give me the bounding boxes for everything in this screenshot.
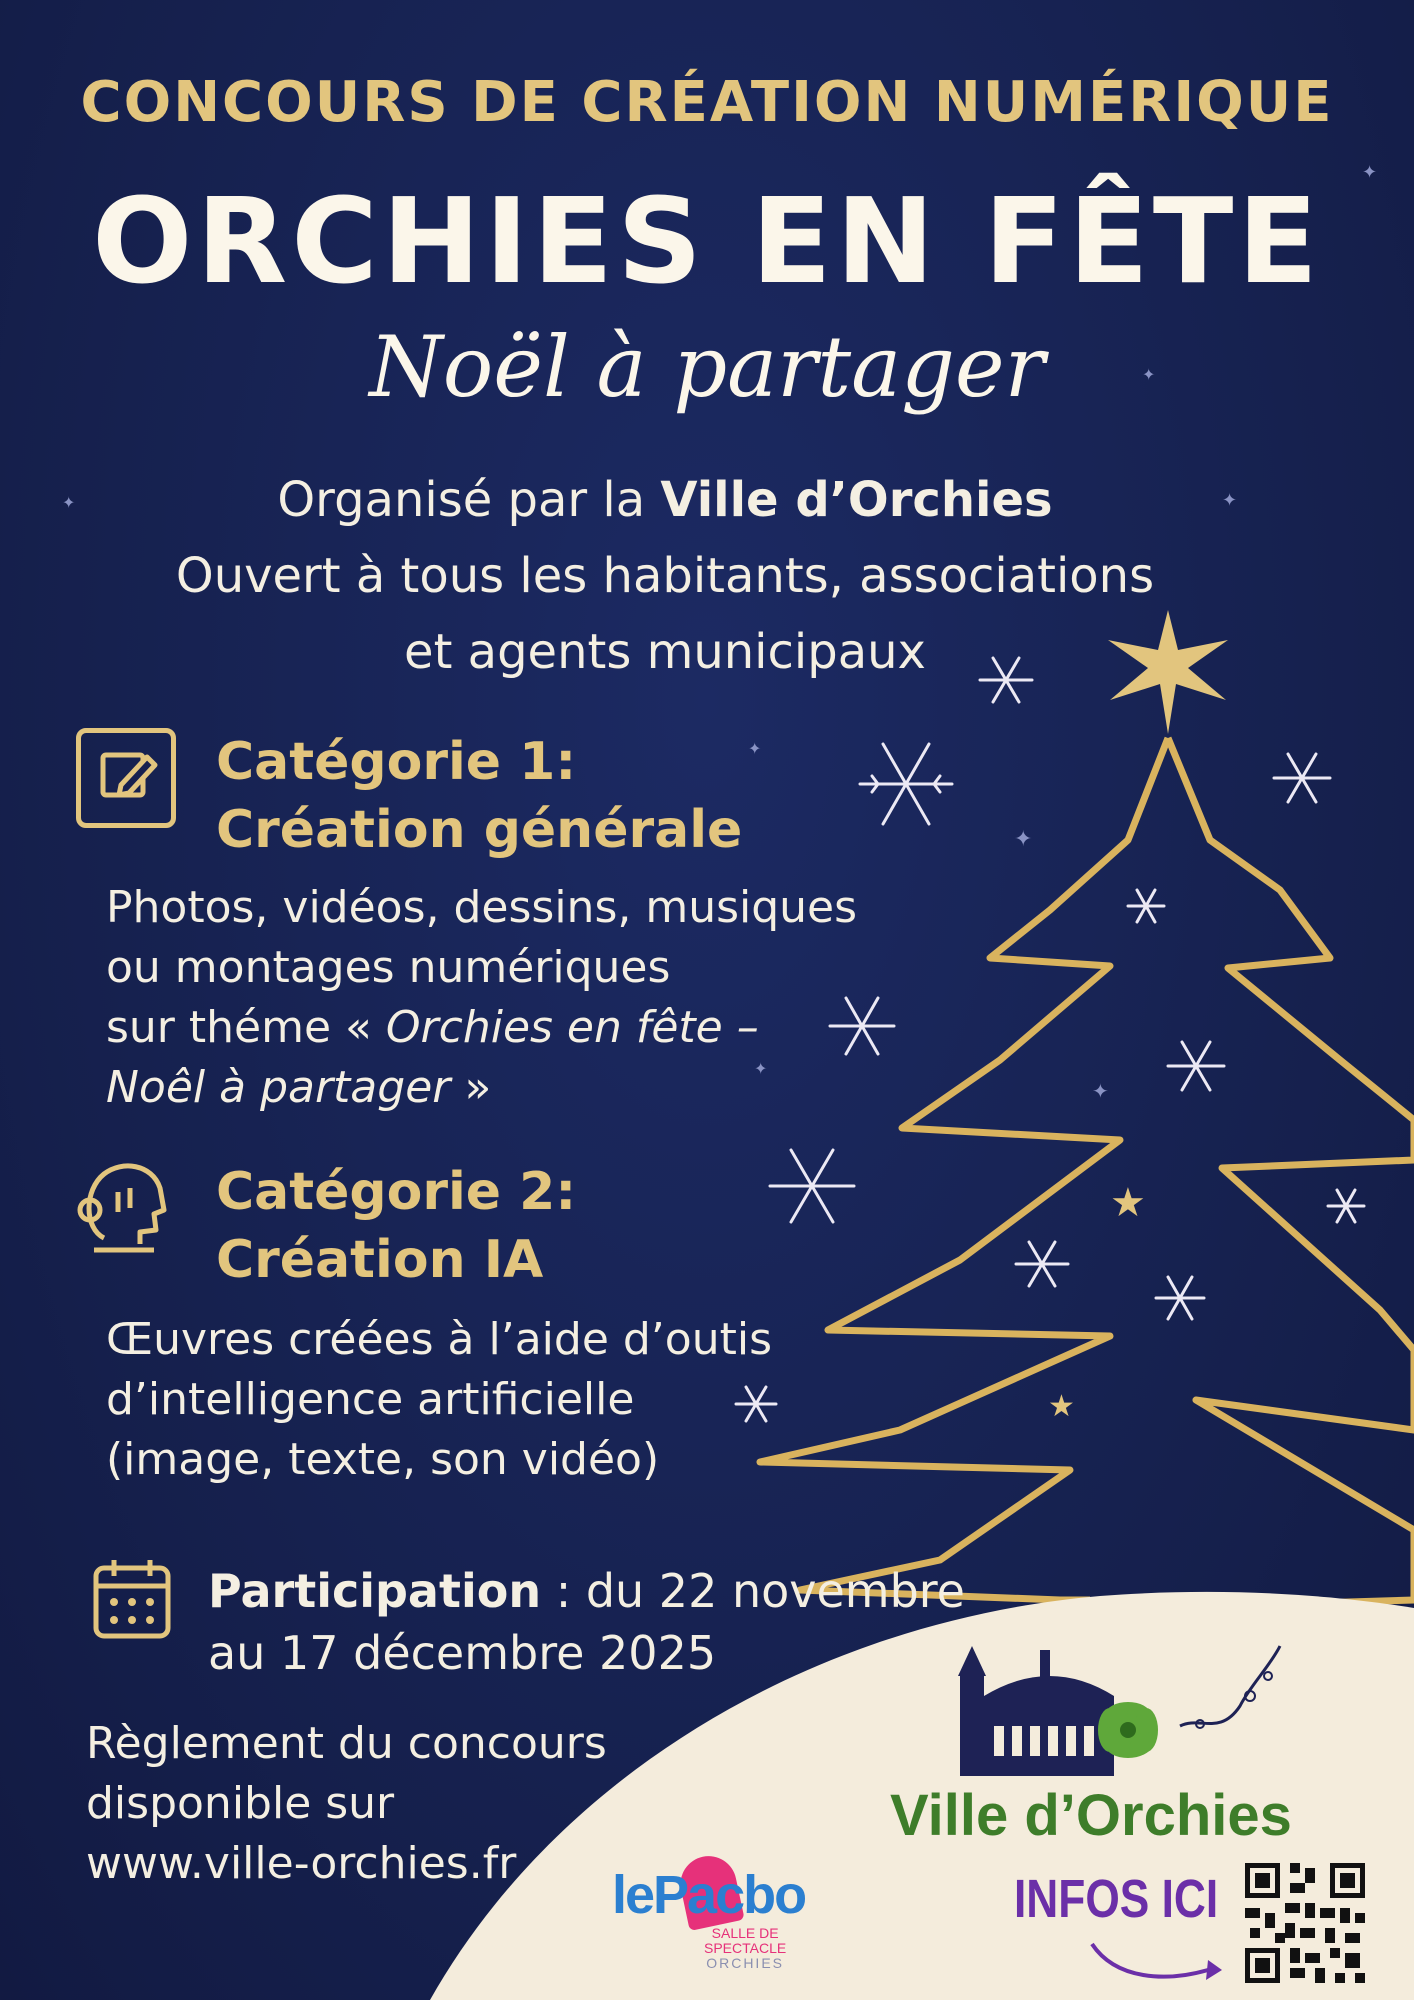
snowflake-icon: [860, 744, 952, 824]
pacbo-sub-line: ORCHIES: [706, 1955, 784, 1971]
tiny-star: ✦: [754, 1059, 768, 1078]
pacbo-subtitle: [704, 1926, 786, 1971]
category-2-description: [106, 1310, 772, 1490]
tiny-star: ✦: [748, 739, 762, 758]
category-2-desc-line: d’intelligence artificielle: [106, 1374, 635, 1425]
category-1-number: Catégorie 1:: [216, 732, 577, 792]
snowflake-icon: [1156, 1277, 1204, 1319]
participation-line-1: [208, 1560, 965, 1622]
desc-text: sur théme «: [106, 1002, 386, 1053]
snowflake-icon: [1016, 1242, 1068, 1286]
category-2-desc-line: (image, texte, son vidéo): [106, 1434, 660, 1485]
edit-square-icon: [76, 728, 176, 828]
organizer-name: Ville d’Orchies: [660, 472, 1053, 528]
calendar-icon: [92, 1556, 172, 1640]
category-1-desc-line: Photos, vidéos, dessins, musiques: [106, 882, 858, 933]
qr-code[interactable]: [1240, 1858, 1370, 1988]
organizer-block: [0, 462, 1330, 690]
category-1-title: [216, 728, 742, 864]
pacbo-logo: [612, 1856, 812, 1976]
gold-star: ★: [1048, 1389, 1075, 1424]
organizer-prefix: Organisé par la: [277, 472, 661, 528]
rules-block: [86, 1714, 607, 1894]
gold-star: ★: [1110, 1180, 1146, 1226]
rules-line: disponible sur: [86, 1778, 395, 1829]
eligibility-line-1: Ouvert à tous les habitants, associations: [175, 548, 1155, 604]
city-name-text: Ville d’Orchies: [890, 1783, 1292, 1848]
category-1-description: [106, 878, 857, 1118]
tiny-star: ✦: [1222, 490, 1238, 511]
participation-end: au 17 décembre 2025: [208, 1626, 717, 1680]
participation-label: Participation: [208, 1564, 542, 1618]
pacbo-sub-line: SPECTACLE: [704, 1940, 787, 1956]
snowflake-icon: [1274, 754, 1330, 802]
category-2-number: Catégorie 2:: [216, 1162, 577, 1222]
arrow-right-icon: [1086, 1930, 1226, 1990]
snowflake-icon: [1168, 1042, 1224, 1090]
snowflake-icon: [770, 1150, 854, 1222]
organizer-line: [0, 462, 1330, 538]
snowflake-icon: [1328, 1190, 1364, 1222]
tiny-star: ✦: [1092, 1079, 1109, 1103]
ai-head-icon: [74, 1150, 174, 1260]
category-1-desc-line: ou montages numériques: [106, 942, 671, 993]
tree-outline: [760, 738, 1414, 1612]
infos-label: INFOS ICI: [1014, 1869, 1219, 1929]
tiny-star: ✦: [1362, 162, 1378, 183]
participation-dates: [208, 1560, 965, 1684]
rules-line: Règlement du concours: [86, 1718, 607, 1769]
tiny-star: ✦: [1014, 827, 1033, 852]
desc-text: »: [450, 1062, 492, 1113]
category-2-desc-line: Œuvres créées à l’aide d’outis: [106, 1314, 772, 1365]
gold-stars: [1048, 1180, 1146, 1424]
tiny-star: ✦: [1142, 365, 1156, 384]
tiny-star: ✦: [62, 493, 76, 512]
city-hall-logo: [950, 1636, 1300, 1776]
rules-website-link[interactable]: www.ville-orchies.fr: [86, 1838, 517, 1889]
pacbo-wordmark: lePacbo: [612, 1865, 806, 1925]
city-name-logo: [890, 1782, 1292, 1849]
eligibility-line-2: et agents municipaux: [404, 624, 926, 680]
event-subtitle: Noël à partager: [369, 318, 1045, 416]
category-1-desc-line: [106, 998, 857, 1058]
theme-name: Orchies en fête –: [385, 1002, 759, 1053]
category-1-name: Création générale: [216, 800, 743, 860]
category-2-name: Création IA: [216, 1230, 544, 1290]
pacbo-sub-line: SALLE DE: [711, 1925, 779, 1941]
category-1-desc-line: [106, 1058, 857, 1118]
snowflake-icon: [1128, 890, 1164, 922]
participation-start: : du 22 novembre: [541, 1564, 965, 1618]
category-2-title: [216, 1158, 576, 1294]
event-title: ORCHIES EN FÊTE: [92, 172, 1322, 310]
contest-kicker: CONCOURS DE CRÉATION NUMÉRIQUE: [80, 70, 1334, 135]
theme-name: Noêl à partager: [106, 1062, 451, 1113]
